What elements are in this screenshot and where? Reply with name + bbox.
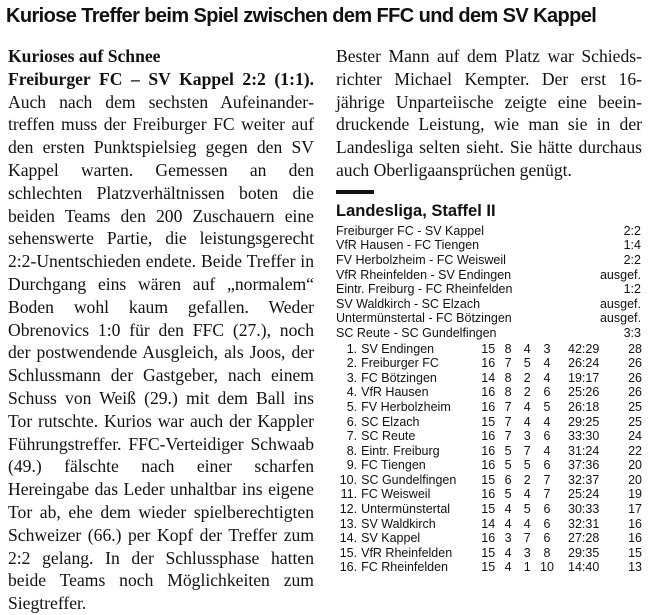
standings-w: 8 [504,370,512,385]
standings-d: 1 [523,560,531,575]
standings-team: SC Gundelfingen [361,472,457,487]
standings-goals: 25:24 [568,487,600,502]
standings-team: Freiburger FC [361,356,439,371]
standings-w: 7 [504,399,512,414]
standings-team: SC Elzach [361,414,420,429]
standings-pos: 1. [346,341,358,356]
standings-pos: 8. [346,443,358,458]
standings-pts: 16 [628,531,642,546]
standings-pos: 9. [346,458,358,473]
standings-p: 16 [481,487,496,502]
standings-goals: 37:36 [568,458,600,473]
standings-pos: 12. [339,502,358,517]
standings-p: 15 [481,502,496,517]
standings-p: 16 [481,399,496,414]
standings-table [336,342,642,576]
standings-team: SV Kappel [361,531,421,546]
standings-w: 7 [504,414,512,429]
standings-w: 5 [504,443,512,458]
result-match: SC Reute - SC Gundelfingen [336,325,497,340]
result-row [336,326,642,341]
standings-pos: 11. [340,487,358,502]
league-title: Landesliga, Staffel II [336,201,496,220]
standings-d: 4 [523,487,531,502]
standings-d: 3 [523,429,531,444]
standings-pts: 20 [628,458,642,473]
standings-pos: 6. [346,414,358,429]
standings-l: 5 [543,399,551,414]
standings-goals: 29:25 [568,414,600,429]
standings-pos: 5. [346,399,358,414]
standings-pts: 17 [628,502,642,517]
standings-w: 6 [504,472,512,487]
result-match: Eintr. Freiburg - FC Rheinfelden [336,282,513,297]
standings-row [336,531,642,546]
result-score: ausgef. [599,296,641,311]
standings-team: Eintr. Freiburg [361,443,440,458]
standings-goals: 30:33 [568,502,600,517]
standings-row [336,371,642,386]
standings-d: 4 [523,341,531,356]
standings-row [336,546,642,561]
standings-d: 2 [523,370,531,385]
standings-p: 16 [481,385,496,400]
standings-row [336,415,642,430]
standings-pts: 28 [628,341,642,356]
standings-p: 15 [481,414,496,429]
result-match: Freiburger FC - SV Kappel [336,223,484,238]
result-score: 3:3 [623,325,641,340]
standings-d: 5 [523,458,531,473]
result-match: VfR Hausen - FC Tiengen [336,238,480,253]
standings-goals: 26:18 [568,399,600,414]
result-row [336,238,642,253]
standings-row [336,473,642,488]
standings-d: 4 [523,516,531,531]
result-row [336,268,642,283]
standings-w: 5 [504,487,512,502]
standings-row [336,487,642,502]
standings-pos: 15. [339,545,358,560]
standings-row [336,429,642,444]
standings-l: 3 [543,341,551,356]
standings-l: 4 [543,356,551,371]
standings-l: 4 [543,370,551,385]
standings-p: 16 [481,443,496,458]
standings-team: FC Rheinfelden [361,560,448,575]
standings-row [336,502,642,517]
standings-l: 6 [543,385,551,400]
standings-l: 6 [543,458,551,473]
standings-row [336,517,642,532]
standings-pts: 25 [628,399,642,414]
article-kicker: Kurioses auf Schnee [8,46,161,66]
result-score: ausgef. [599,311,641,326]
standings-w: 4 [504,502,512,517]
result-match: FV Herbolzheim - FC Weisweil [336,252,506,267]
standings-pts: 22 [628,443,642,458]
result-score: ausgef. [599,267,641,282]
standings-team: SV Endingen [361,341,435,356]
standings-pts: 26 [628,370,642,385]
standings-p: 16 [481,356,496,371]
standings-d: 2 [523,472,531,487]
standings-pts: 15 [628,545,642,560]
standings-pos: 10. [339,472,358,487]
standings-row [336,385,642,400]
standings-team: VfR Rheinfelden [361,545,453,560]
standings-pts: 16 [628,516,642,531]
standings-pts: 20 [628,472,642,487]
standings-goals: 32:37 [568,472,600,487]
standings-pts: 26 [628,385,642,400]
standings-goals: 33:30 [568,429,600,444]
result-row [336,253,642,268]
standings-d: 4 [523,399,531,414]
standings-w: 8 [504,385,512,400]
standings-l: 7 [543,487,551,502]
standings-d: 5 [523,502,531,517]
standings-row [336,400,642,415]
standings-team: FC Tiengen [361,458,426,473]
standings-p: 16 [481,429,496,444]
standings-l: 4 [543,414,551,429]
standings-pos: 3. [346,370,358,385]
result-match: SV Waldkirch - SC Elzach [336,296,481,311]
section-rule [336,190,374,194]
standings-w: 7 [504,429,512,444]
standings-l: 10 [540,560,554,575]
standings-p: 15 [481,545,496,560]
standings-p: 14 [481,516,496,531]
article-column-right [336,45,642,575]
result-score: 1:2 [623,282,641,297]
standings-w: 4 [504,545,512,560]
standings-pts: 13 [628,560,642,575]
standings-w: 3 [504,531,512,546]
standings-goals: 32:31 [568,516,600,531]
result-row [336,224,642,239]
standings-team: FC Weisweil [361,487,431,502]
standings-team: SV Waldkirch [361,516,436,531]
standings-l: 6 [543,429,551,444]
standings-goals: 42:29 [568,341,600,356]
standings-l: 6 [543,502,551,517]
standings-p: 16 [481,531,496,546]
standings-p: 15 [481,472,496,487]
standings-l: 4 [543,443,551,458]
standings-team: FV Herbolzheim [361,399,451,414]
standings-row [336,356,642,371]
standings-goals: 19:17 [568,370,600,385]
result-score: 2:2 [623,223,641,238]
standings-l: 8 [543,545,551,560]
article-column-left [8,45,314,615]
standings-l: 6 [543,516,551,531]
standings-d: 5 [523,356,531,371]
standings-goals: 25:26 [568,385,600,400]
standings-p: 16 [481,458,496,473]
standings-pos: 16. [339,560,358,575]
standings-l: 6 [543,531,551,546]
standings-pos: 7. [346,429,358,444]
article-continuation: Bester Mann auf dem Platz war Schiedsrichter Michael Kempter. Der erst 16-jährige Unparteiische zeigte eine beeindruckende Leistung, wie man sie in der Landesliga selten sieht. Sie hätte durchaus auch Oberligaansprüchen genügt. [336,46,642,180]
standings-d: 7 [523,443,531,458]
standings-pts: 26 [628,356,642,371]
standings-goals: 14:40 [568,560,600,575]
result-match: VfR Rheinfelden - SV Endingen [336,267,512,282]
standings-pts: 25 [628,414,642,429]
standings-w: 8 [504,341,512,356]
standings-w: 4 [504,560,512,575]
standings-team: Untermünstertal [361,502,451,517]
standings-d: 2 [523,385,531,400]
standings-d: 4 [523,414,531,429]
standings-goals: 29:35 [568,545,600,560]
results-list [336,224,642,341]
result-row [336,311,642,326]
article-body-text: Auch nach dem sechsten Aufeinandertreffen muss der Freiburger FC weiter auf den ersten Punktspielsieg gegen den SV Kappel warten. Gemessen an den schlechten Platzverhältnissen boten die beiden Teams den 200 Zuschauern eine sehenswerte Partie, die leistungsgerecht 2:2-Unentschieden endete. Beide Treffer in Durchgang eins wären auf „normalem“ Boden wohl kaum gefallen. Weder Obrenovics 1:0 für den FFC (27.), noch der postwendende Ausgleich, als Joos, der Schlussmann der Gastgeber, nach einem Schuss von Weiß (29.) mit dem Ball ins Tor rutschte. Kurios war auch der Kappler Führungstreffer. FFC-Verteidiger Schwaab (49.) fälschte nach einer scharfen Hereingabe das Leder unhaltbar ins eigene Tor ab, ehe dem wieder spielberechtigten Schweizer (66.) per Kopf der Treffer zum 2:2 gelang. In der Schlussphase hatten beide Teams noch Möglichkeiten zum Siegtreffer. [8,91,314,614]
standings-pts: 19 [628,487,642,502]
result-match: Untermünstertal - FC Bötzingen [336,311,512,326]
result-score: 1:4 [623,238,641,253]
standings-goals: 27:28 [568,531,600,546]
standings-row [336,342,642,357]
standings-goals: 31:24 [568,443,600,458]
standings-pos: 13. [339,516,358,531]
result-row [336,297,642,312]
standings-l: 7 [543,472,551,487]
standings-team: VfR Hausen [361,385,429,400]
standings-d: 3 [523,545,531,560]
standings-row [336,560,642,575]
result-row [336,282,642,297]
result-score: 2:2 [623,252,641,267]
standings-p: 15 [481,560,496,575]
standings-w: 4 [504,516,512,531]
standings-pos: 4. [346,385,358,400]
standings-p: 15 [481,341,496,356]
standings-team: FC Bötzingen [361,370,437,385]
standings-row [336,444,642,459]
standings-d: 7 [523,531,531,546]
standings-pos: 2. [346,356,358,371]
article-body [8,68,314,615]
standings-w: 7 [504,356,512,371]
standings-pts: 24 [628,429,642,444]
match-result-lead: Freiburger FC – SV Kappel 2:2 (1:1). [8,68,314,89]
headline: Kuriose Treffer beim Spiel zwischen dem FFC und dem SV Kappel [6,5,597,27]
standings-row [336,458,642,473]
standings-p: 14 [481,370,496,385]
standings-pos: 14. [339,531,358,546]
standings-goals: 26:24 [568,356,600,371]
standings-w: 5 [504,458,512,473]
standings-team: SC Reute [361,429,416,444]
